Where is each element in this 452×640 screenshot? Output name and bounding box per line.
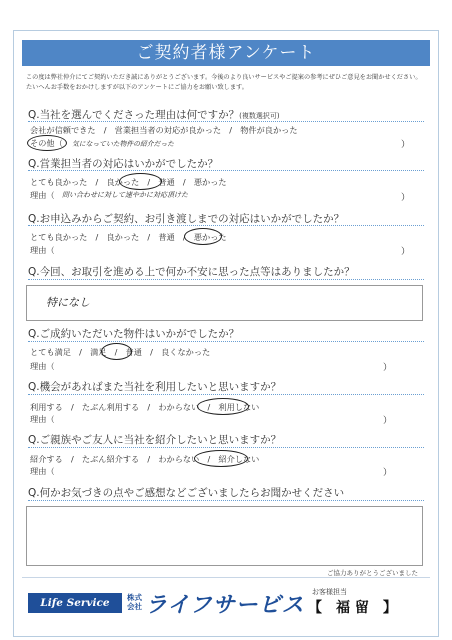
staff-name: 【 福 留 】 [308, 600, 397, 616]
answer-circle [197, 398, 249, 415]
divider [28, 121, 424, 122]
close-paren: ） [383, 416, 393, 426]
close-paren: ） [383, 363, 393, 373]
question-2-reason-label: 理由（ [30, 190, 55, 200]
answer-circle [27, 135, 67, 151]
divider [28, 394, 424, 395]
divider [28, 500, 424, 501]
question-1-note: (複数選択可) [239, 112, 280, 120]
handwritten-answer: 問い合わせに対して速やかに対応頂けた [62, 191, 188, 199]
staff-label: お客様担当 [312, 588, 347, 596]
divider [28, 447, 424, 448]
question-7-options: 紹介する / たぶん紹介する / わからない / 紹介しない [30, 454, 260, 464]
answer-circle [119, 173, 162, 190]
question-5-reason-label: 理由（ [30, 361, 55, 371]
close-paren: ） [401, 193, 411, 203]
question-6: Q.機会があればまた当社を利用したいと思いますか？ [28, 381, 282, 393]
question-7-reason-label: 理由（ [30, 466, 55, 476]
comment-box [26, 506, 423, 566]
divider [28, 279, 424, 280]
page-title: ご契約者様アンケート [22, 40, 430, 66]
divider [28, 170, 424, 171]
answer-circle [194, 450, 248, 467]
kaisha-bottom: 会社 [127, 602, 142, 611]
answer-circle [101, 343, 132, 360]
question-3-reason-label: 理由（ [30, 245, 55, 255]
question-1 [28, 107, 280, 122]
question-2-options: とても良かった / 良かった / 普通 / 悪かった [30, 177, 227, 187]
question-3: Q.お申込みからご契約、お引き渡しまでの対応はいかがでしたか？ [28, 213, 345, 225]
question-1-text: Q.当社を選んでくださった理由は何ですか？ [28, 109, 240, 121]
intro-line-1: この度は弊社仲介にてご契約いただき誠にありがとうございます。今後のより良いサービスやご提案の参考にぜひご意見をお聞かせください。 [26, 74, 422, 81]
kabushiki-kaisha [127, 593, 142, 611]
question-3-options: とても良かった / 良かった / 普通 / 悪かった [30, 232, 227, 242]
handwritten-answer: 特になし [46, 296, 90, 309]
divider [28, 341, 424, 342]
company-name: ライフサービス [145, 593, 305, 618]
answer-circle [184, 228, 222, 245]
question-7: Q.ご親族やご友人に当社を紹介したいと思いますか？ [28, 434, 282, 446]
question-2: Q.営業担当者の対応はいかがでしたか？ [28, 158, 219, 170]
close-paren: ） [401, 140, 411, 150]
question-1-options: 会社が信頼できた / 営業担当者の対応が良かった / 物件が良かった [30, 125, 298, 135]
handwritten-answer: 気になっていた物件の紹介だった [72, 140, 174, 148]
question-4: Q.今回、お取引を進める上で何か不安に思った点等はありましたか？ [28, 266, 355, 278]
company-logo: Life Service [28, 593, 122, 613]
kaisha-top: 株式 [127, 593, 142, 602]
question-6-options: 利用する / たぶん利用する / わからない / 利用しない [30, 402, 260, 412]
close-paren: ） [401, 247, 411, 257]
other-label: その他（ [30, 138, 63, 148]
footer-divider [22, 577, 430, 578]
thanks-text: ご協力ありがとうございました [327, 569, 418, 577]
intro-line-2: たいへんお手数をおかけしますが以下のアンケートにご協力をお願い致します。 [26, 84, 248, 91]
question-5: Q.ご成約いただいた物件はいかがでしたか？ [28, 328, 240, 340]
question-8: Q.何かお気づきの点やご感想などございましたらお聞かせください [28, 487, 345, 499]
question-6-reason-label: 理由（ [30, 414, 55, 424]
question-5-options: とても満足 / 満足 / 普通 / 良くなかった [30, 347, 211, 357]
divider [28, 225, 424, 226]
close-paren: ） [383, 468, 393, 478]
